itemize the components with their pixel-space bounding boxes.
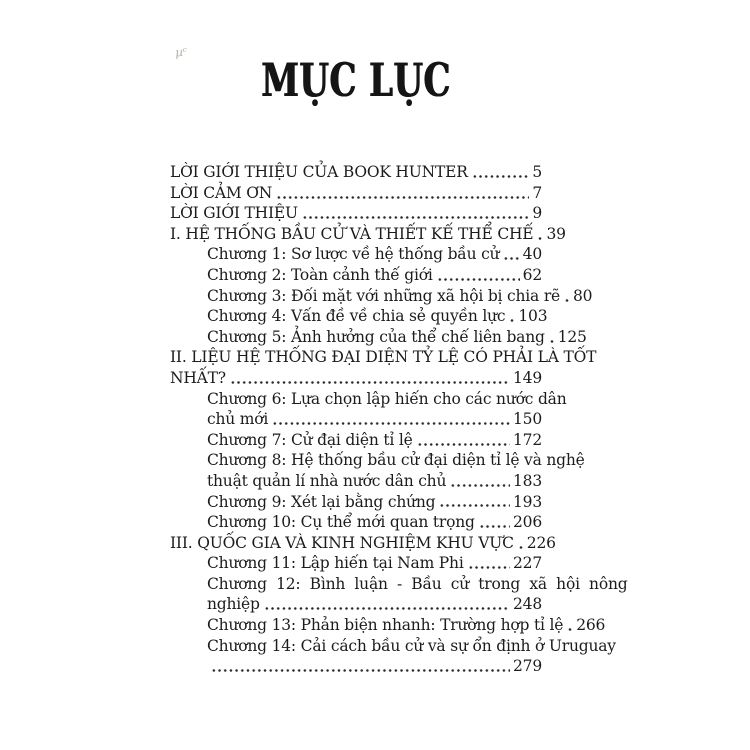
page-number: 80: [573, 286, 593, 305]
page-number: 183: [513, 471, 542, 490]
page-number: 9: [532, 204, 542, 223]
dot-leader: [302, 203, 529, 224]
dot-leader: [439, 492, 510, 513]
page-number: 227: [513, 554, 542, 573]
dot-leader: [549, 327, 555, 348]
page-number: 266: [576, 616, 606, 635]
toc-entry-text: LỜI CẢM ƠN: [170, 183, 273, 202]
page-number: 5: [532, 163, 542, 181]
toc-entry-text: Chương 9: Xét lại bằng chứng: [207, 492, 436, 511]
toc-row: [170, 492, 542, 513]
table-of-contents: [170, 162, 628, 677]
toc-entry-text: II. LIỆU HỆ THỐNG ĐẠI DIỆN TỶ LỆ CÓ PHẢI LÀ TỐT: [170, 348, 597, 367]
page-title: MỤC LỤC: [261, 53, 451, 107]
page-number: 40: [522, 245, 542, 264]
toc-row: [170, 409, 542, 430]
page-number: 279: [513, 657, 542, 676]
dot-leader: [567, 615, 573, 636]
dot-leader: [537, 224, 543, 245]
page-number: 248: [513, 595, 542, 614]
toc-row: [170, 306, 548, 327]
toc-row: [170, 389, 567, 410]
dot-leader: [417, 430, 510, 451]
toc-entry-text: Chương 10: Cụ thể mới quan trọng: [207, 513, 475, 532]
toc-row: [170, 203, 542, 224]
toc-row: [170, 430, 542, 451]
dot-leader: [230, 368, 510, 389]
toc-row: [170, 471, 542, 492]
toc-entry-text: Chương 1: Sơ lược về hệ thống bầu cử: [207, 245, 500, 264]
toc-row: [170, 265, 542, 286]
page-title-wrap: [170, 53, 542, 107]
page-number: 103: [518, 307, 548, 326]
toc-row: [170, 286, 593, 307]
toc-entry-text: Chương 8: Hệ thống bầu cử đại diện tỉ lệ và nghệ: [207, 451, 585, 470]
toc-row: [170, 553, 542, 574]
dot-leader: [264, 594, 510, 615]
page-number: 62: [522, 265, 542, 284]
toc-entry-text: Chương 11: Lập hiến tại Nam Phi: [207, 554, 464, 573]
page-number: 7: [532, 183, 542, 202]
dot-leader: [472, 162, 530, 183]
toc-entry-text: Chương 14: Cải cách bầu cử và sự ổn định ở Uruguay: [207, 636, 616, 655]
toc-entry-text: III. QUỐC GIA VÀ KINH NGHIỆM KHU VỰC: [170, 533, 514, 552]
dot-leader: [518, 533, 524, 554]
dot-leader: [479, 512, 510, 533]
toc-row: [170, 327, 587, 348]
toc-entry-text: LỜI GIỚI THIỆU: [170, 204, 298, 223]
toc-entry-text: Chương 7: Cử đại diện tỉ lệ: [207, 430, 413, 449]
toc-row: [170, 512, 542, 533]
toc-row: [170, 162, 542, 183]
toc-entry-text: Chương 3: Đối mặt với những xã hội bị chia rẽ: [207, 286, 561, 305]
toc-row: [170, 450, 585, 471]
page-number: 39: [546, 224, 566, 243]
toc-row: [170, 244, 542, 265]
page-number: 172: [513, 430, 542, 449]
toc-entry-text: Chương 5: Ảnh hưởng của thể chế liên bang: [207, 327, 545, 346]
page-number: 206: [513, 513, 542, 532]
pencil-mark: µᶜ: [174, 44, 188, 60]
page-number: 149: [513, 368, 542, 387]
page-number: 150: [513, 410, 542, 429]
dot-leader: [272, 409, 510, 430]
toc-row: [170, 574, 628, 595]
dot-leader: [509, 306, 515, 327]
toc-entry-text: NHẤT?: [170, 368, 226, 387]
toc-row: [170, 636, 616, 657]
toc-row: [170, 615, 606, 636]
page-number: 226: [526, 533, 556, 552]
toc-entry-text: Chương 6: Lựa chọn lập hiến cho các nước dân: [207, 389, 567, 408]
toc-entry-text: Chương 12: Bình luận - Bầu cử trong xã hội nông: [207, 574, 628, 593]
toc-row: [170, 368, 542, 389]
toc-row: [170, 594, 542, 615]
toc-row: [170, 224, 566, 245]
toc-entry-text: LỜI GIỚI THIỆU CỦA BOOK HUNTER: [170, 163, 468, 181]
page-number: 125: [557, 327, 587, 346]
dot-leader: [468, 553, 510, 574]
dot-leader: [211, 656, 510, 677]
toc-entry-text: chủ mới: [207, 410, 269, 429]
toc-row: [170, 347, 597, 368]
dot-leader: [450, 471, 510, 492]
dot-leader: [437, 265, 520, 286]
toc-row: [170, 183, 542, 204]
toc-row: [170, 656, 542, 677]
toc-entry-text: Chương 2: Toàn cảnh thế giới: [207, 265, 433, 284]
page-number: 193: [513, 492, 542, 511]
dot-leader: [276, 183, 529, 204]
toc-entry-text: Chương 4: Vấn đề về chia sẻ quyền lực: [207, 307, 506, 326]
toc-entry-text: thuật quản lí nhà nước dân chủ: [207, 471, 447, 490]
dot-leader: [564, 286, 570, 307]
toc-entry-text: I. HỆ THỐNG BẦU CỬ VÀ THIẾT KẾ THỂ CHẾ: [170, 224, 534, 243]
dot-leader: [503, 244, 519, 265]
toc-entry-text: nghiệp: [207, 595, 260, 614]
toc-entry-text: Chương 13: Phản biện nhanh: Trường hợp tỉ lệ: [207, 616, 564, 635]
toc-row: [170, 533, 556, 554]
